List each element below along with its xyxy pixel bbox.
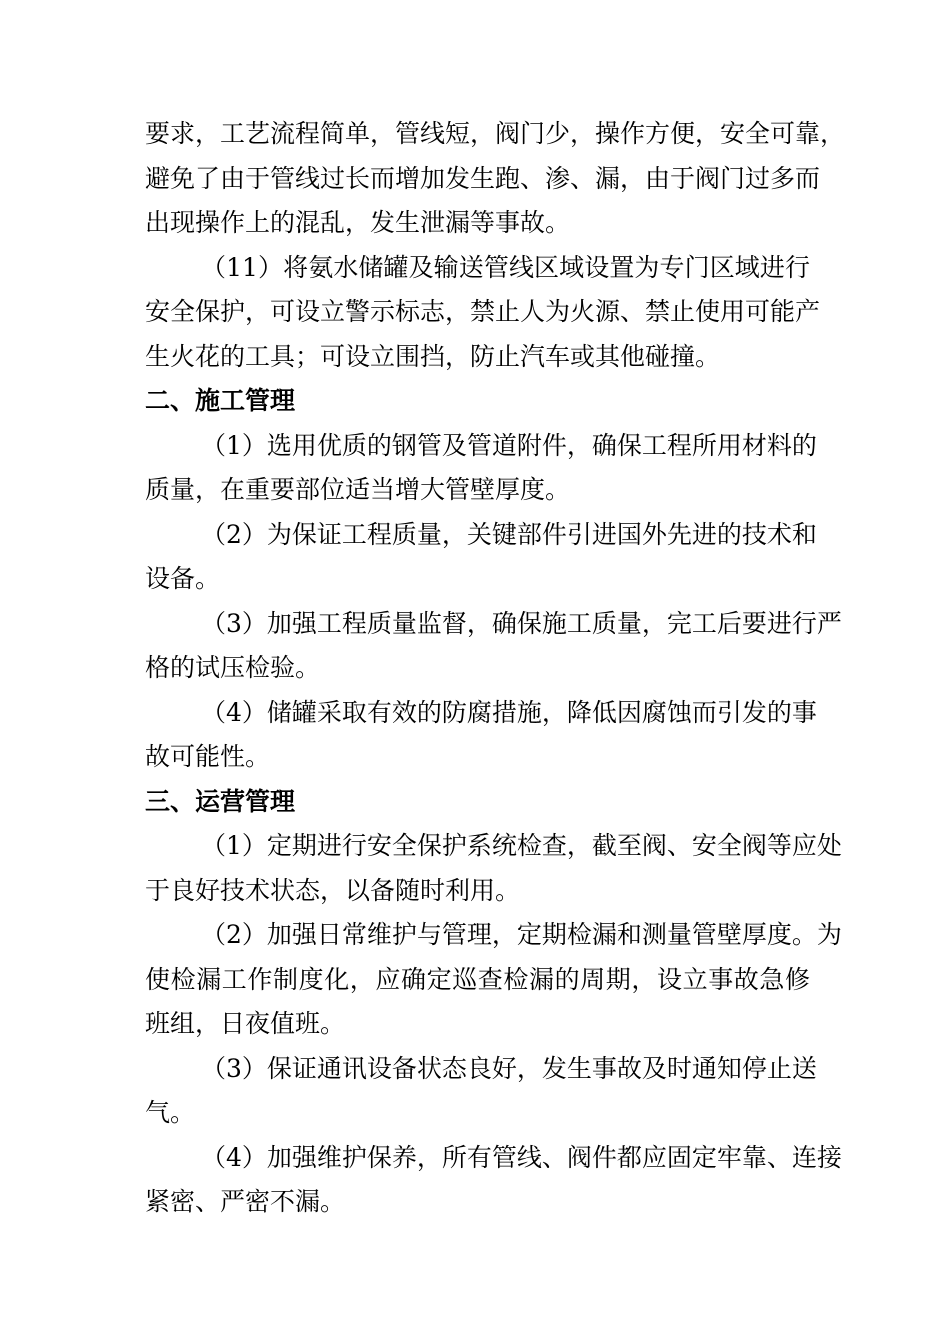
paragraph-line: 出现操作上的混乱，发生泄漏等事故。 xyxy=(145,208,571,237)
paragraph-line: 故可能性。 xyxy=(145,742,271,771)
paragraph-line: （4）加强维护保养，所有管线、阀件都应固定牢靠、连接 xyxy=(201,1142,842,1172)
paragraph-line: 生火花的工具；可设立围挡，防止汽车或其他碰撞。 xyxy=(145,341,721,371)
paragraph-line: （2）为保证工程质量，关键部件引进国外先进的技术和 xyxy=(201,519,817,549)
document-page xyxy=(145,112,846,1225)
paragraph-line: （11）将氨水储罐及输送管线区域设置为专门区域进行 xyxy=(201,252,810,282)
paragraph-line: 班组，日夜值班。 xyxy=(145,1009,346,1038)
paragraph-line: （1）选用优质的钢管及管道附件，确保工程所用材料的 xyxy=(201,430,817,460)
paragraph-line: （1）定期进行安全保护系统检查，截至阀、安全阀等应处 xyxy=(201,831,842,860)
paragraph-line: 安全保护，可设立警示标志，禁止人为火源、禁止使用可能产 xyxy=(145,297,821,326)
paragraph-line: 于良好技术状态，以备随时利用。 xyxy=(145,875,521,905)
paragraph-line: 气。 xyxy=(145,1098,196,1127)
paragraph-line: （2）加强日常维护与管理，定期检漏和测量管壁厚度。为 xyxy=(201,920,842,949)
paragraph-line: （3）保证通讯设备状态良好，发生事故及时通知停止送 xyxy=(201,1053,817,1083)
section-heading: 三、运营管理 xyxy=(145,786,296,816)
paragraph-line: 避免了由于管线过长而增加发生跑、渗、漏，由于阀门过多而 xyxy=(145,163,821,193)
paragraph-line: （4）储罐采取有效的防腐措施，降低因腐蚀而引发的事 xyxy=(201,697,817,727)
paragraph-line: （3）加强工程质量监督，确保施工质量，完工后要进行严 xyxy=(201,608,842,638)
paragraph-line: 质量，在重要部位适当增大管壁厚度。 xyxy=(145,475,571,504)
paragraph-line: 设备。 xyxy=(145,564,221,593)
section-heading: 二、施工管理 xyxy=(145,386,296,415)
paragraph-line: 紧密、严密不漏。 xyxy=(145,1187,346,1216)
paragraph-line: 格的试压检验。 xyxy=(145,653,321,682)
paragraph-line: 要求，工艺流程简单，管线短，阀门少，操作方便，安全可靠， xyxy=(145,119,846,148)
paragraph-line: 使检漏工作制度化，应确定巡查检漏的周期，设立事故急修 xyxy=(145,964,810,994)
